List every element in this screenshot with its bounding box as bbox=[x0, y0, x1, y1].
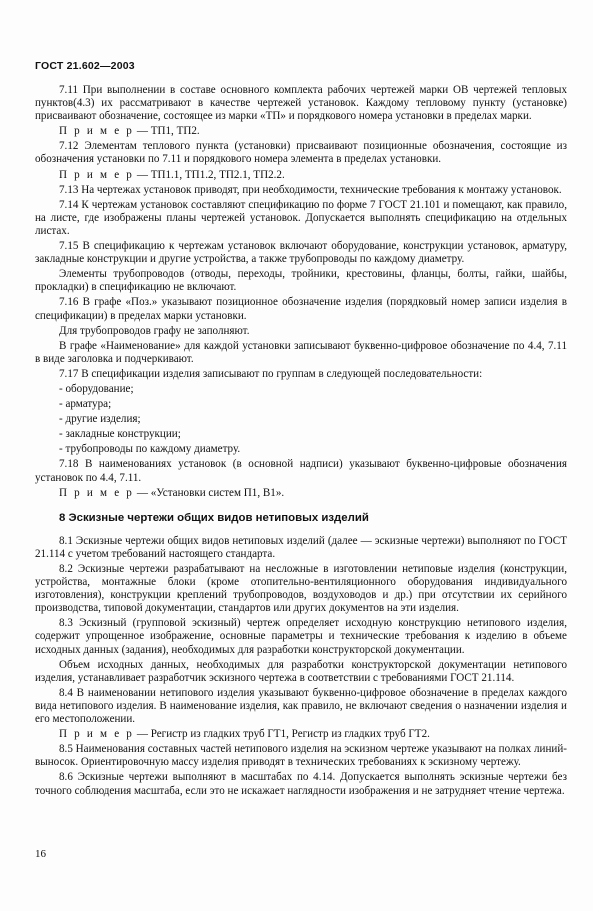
example-text: — «Установки систем П1, В1». bbox=[134, 486, 285, 499]
paragraph: В графе «Наименование» для каждой установки записывают буквенно-цифровое обозначение по 4.4, 7.11 в виде заголовка и подчеркивают. bbox=[35, 339, 567, 365]
example-label: П р и м е р bbox=[59, 125, 135, 138]
paragraph: 8.3 Эскизный (групповой эскизный) чертеж определяет исходную конструкцию нетипового изделия, содержит упрощенное изображение, основные параметры и технические требования к изделию в объеме исходных данных (задания), необходимых для разработки конструкторской документации. bbox=[35, 617, 567, 656]
paragraph: 7.14 К чертежам установок составляют спецификацию по форме 7 ГОСТ 21.101 и помещают, как правило, на листе, где изображены планы чертежей установок. Допускается выполнять спецификацию на отдельных листах. bbox=[35, 198, 567, 237]
example-text: — ТП1.1, ТП1.2, ТП2.1, ТП2.2. bbox=[134, 168, 285, 181]
paragraph: 7.18 В наименованиях установок (в основной надписи) указывают буквенно-цифровые обозначения установок по 4.4, 7.11. bbox=[35, 458, 567, 484]
example-text: — ТП1, ТП2. bbox=[134, 125, 200, 138]
clauses-8 bbox=[35, 535, 567, 798]
example-paragraph bbox=[35, 125, 567, 138]
paragraph: Для трубопроводов графу не заполняют. bbox=[59, 324, 250, 337]
list-item: - трубопроводы по каждому диаметру. bbox=[59, 443, 241, 456]
list-item: - арматура; bbox=[59, 398, 112, 411]
paragraph: 7.17 В спецификации изделия записывают по группам в следующей последовательности: bbox=[59, 367, 483, 380]
paragraph: 7.15 В спецификацию к чертежам установок включают оборудование, конструкции установок, арматуру, закладные конструкции и другие устройства, а также трубопроводы по каждому диаметру. bbox=[35, 240, 567, 266]
example-label: П р и м е р bbox=[59, 728, 135, 741]
paragraph: 8.6 Эскизные чертежи выполняют в масштабах по 4.14. Допускается выполнять эскизные чертежи без точного соблюдения масштаба, если это не искажает наглядности изображения и не затрудняет чтение чертежа. bbox=[35, 771, 567, 797]
example-paragraph bbox=[35, 487, 567, 500]
clauses-7 bbox=[35, 84, 567, 500]
example-label: П р и м е р bbox=[59, 168, 135, 181]
example-label: П р и м е р bbox=[59, 486, 135, 499]
paragraph: 7.13 На чертежах установок приводят, при необходимости, технические требования к монтажу установок. bbox=[59, 183, 562, 196]
paragraph: 8.1 Эскизные чертежи общих видов нетиповых изделий (далее — эскизные чертежи) выполняют по ГОСТ 21.114 с учетом требований настоящего стандарта. bbox=[35, 534, 567, 560]
paragraph: 8.4 В наименовании нетипового изделия указывают буквенно-цифровое обозначение в пределах каждого вида нетипового изделия. В наименование изделия, как правило, не включают сведения о назначении изделия и его местоположении. bbox=[35, 686, 567, 726]
body-text bbox=[35, 84, 567, 800]
list-item: - оборудование; bbox=[59, 382, 134, 395]
page-number: 16 bbox=[35, 848, 46, 860]
document-header: ГОСТ 21.602—2003 bbox=[35, 60, 135, 72]
paragraph: 8.2 Эскизные чертежи разрабатывают на несложные в изготовлении нетиповые изделия (конструкции, устройства, монтажные блоки (кроме отопительно-вентиляционного оборудования индивидуального изготовления), конструкции креплений трубопроводов, воздуховодов и др.) при отсутствии их серийного производства, типовой документации, стандартов или других документов на эти изделия. bbox=[35, 563, 567, 615]
paragraph: 7.12 Элементам теплового пункта (установки) присваивают позиционные обозначения, состоящие из обозначения установки по 7.11 и порядкового номера элемента в пределах установки. bbox=[35, 140, 567, 166]
paragraph: Объем исходных данных, необходимых для разработки конструкторской документации нетипового изделия, устанавливает разработчик эскизного чертежа в соответствии с требованиями ГОСТ 21.114. bbox=[35, 658, 567, 684]
example-paragraph bbox=[35, 728, 567, 741]
list-item: - другие изделия; bbox=[59, 413, 141, 426]
paragraph: Элементы трубопроводов (отводы, переходы, тройники, крестовины, фланцы, болты, гайки, шайбы, прокладки) в спецификацию не включают. bbox=[35, 268, 567, 294]
paragraph: 7.16 В графе «Поз.» указывают позиционное обозначение изделия (порядковый номер записи изделия в спецификации) в пределах марки установки. bbox=[35, 296, 567, 322]
example-paragraph bbox=[35, 169, 567, 182]
list-item: - закладные конструкции; bbox=[59, 428, 181, 441]
paragraph: 7.11 При выполнении в составе основного комплекта рабочих чертежей марки ОВ чертежей тепловых пунктов(4.3) их рассматривают в качестве чертежей установок. Каждому тепловому пункту (установке) присваивают обозначение, состоящее из марки «ТП» и порядкового номера установки в пределах марки. bbox=[35, 84, 567, 123]
paragraph: 8.5 Наименования составных частей нетипового изделия на эскизном чертеже указывают на полках линий-выносок. Ориентировочную массу изделия приводят в технических требованиях к эскизному чертежу. bbox=[35, 743, 567, 769]
section-title: 8 Эскизные чертежи общих видов нетиповых изделий bbox=[59, 511, 369, 524]
example-text: — Регистр из гладких труб ГТ1, Регистр из гладких труб ГТ2. bbox=[134, 728, 430, 741]
